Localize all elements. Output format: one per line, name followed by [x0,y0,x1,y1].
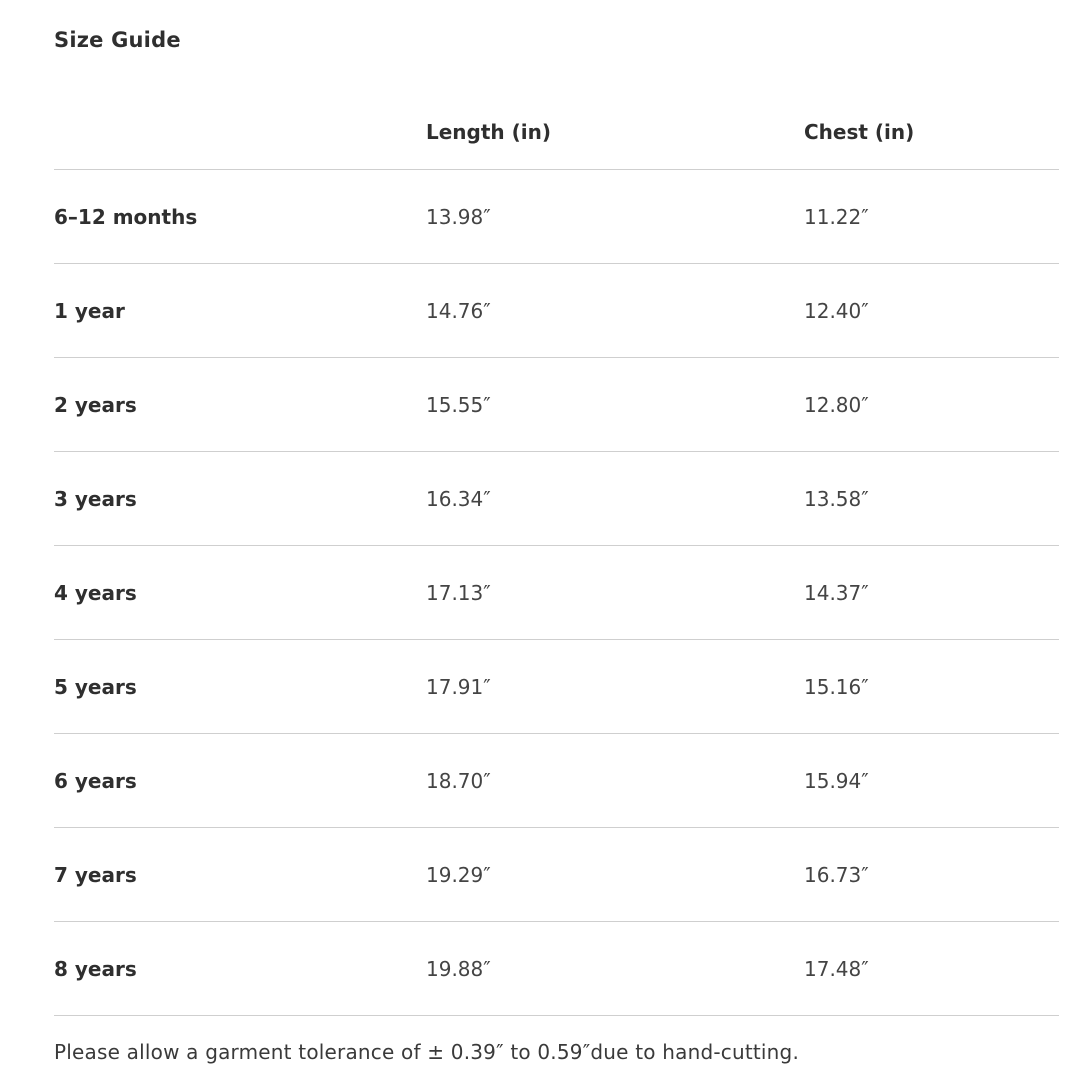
size-cell: 3 years [54,486,137,511]
table-row [54,170,1059,264]
table-row [54,734,1059,828]
chest-cell: 12.40″ [804,298,869,323]
page-title: Size Guide [54,28,181,52]
table-row [54,922,1059,1016]
length-cell: 13.98″ [426,204,491,229]
chest-cell: 11.22″ [804,204,869,229]
length-cell: 19.88″ [426,956,491,981]
chest-cell: 15.94″ [804,768,869,793]
length-cell: 17.91″ [426,674,491,699]
chest-cell: 15.16″ [804,674,869,699]
size-cell: 7 years [54,862,137,887]
size-cell: 8 years [54,956,137,981]
length-cell: 19.29″ [426,862,491,887]
length-cell: 15.55″ [426,392,491,417]
header-length: Length (in) [426,119,551,144]
table-row [54,828,1059,922]
size-cell: 4 years [54,580,137,605]
table-header-row [54,94,1059,170]
table-row [54,358,1059,452]
size-cell: 5 years [54,674,137,699]
table-row [54,546,1059,640]
table-row [54,264,1059,358]
length-cell: 14.76″ [426,298,491,323]
header-size [54,94,414,169]
size-cell: 6–12 months [54,204,198,229]
chest-cell: 17.48″ [804,956,869,981]
length-cell: 16.34″ [426,486,491,511]
tolerance-note: Please allow a garment tolerance of ± 0.39″ to 0.59″due to hand-cutting. [54,1040,800,1064]
size-table [54,94,1059,1016]
length-cell: 18.70″ [426,768,491,793]
size-cell: 2 years [54,392,137,417]
header-chest: Chest (in) [804,119,915,144]
table-row [54,640,1059,734]
size-cell: 1 year [54,298,125,323]
size-cell: 6 years [54,768,137,793]
chest-cell: 16.73″ [804,862,869,887]
chest-cell: 14.37″ [804,580,869,605]
table-row [54,452,1059,546]
chest-cell: 13.58″ [804,486,869,511]
length-cell: 17.13″ [426,580,491,605]
chest-cell: 12.80″ [804,392,869,417]
